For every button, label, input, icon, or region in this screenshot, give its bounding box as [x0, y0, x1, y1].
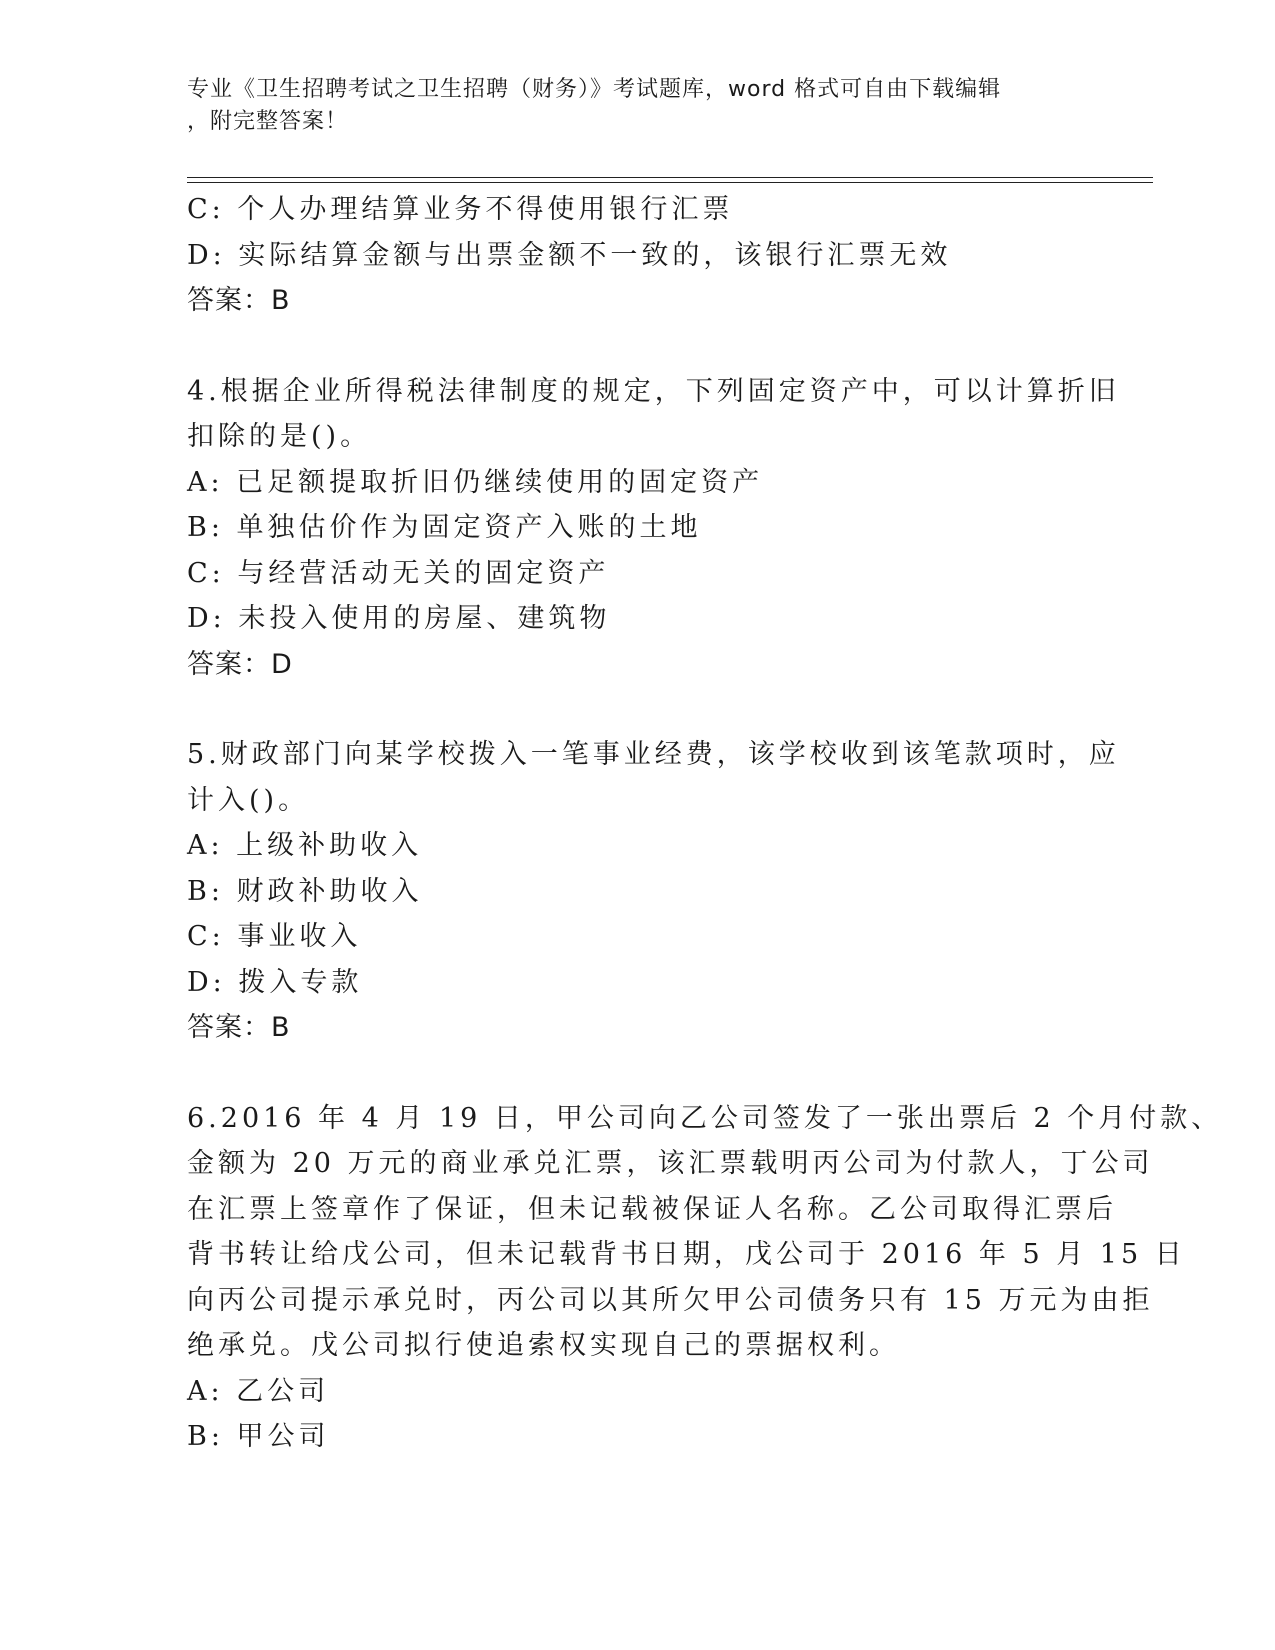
q3-option-c: C: 个人办理结算业务不得使用银行汇票 [187, 194, 734, 225]
q5-stem-line-2: 计入()。 [187, 784, 310, 816]
q4-option-c: C: 与经营活动无关的固定资产 [187, 557, 610, 589]
q3-answer: 答案：B [187, 285, 291, 316]
q6-stem-line-1: 6.2016 年 4 月 19 日，甲公司向乙公司签发了一张出票后 2 个月付款、 [187, 1102, 1223, 1134]
q6-stem-line-3: 在汇票上签章作了保证，但未记载被保证人名称。乙公司取得汇票后 [187, 1193, 1117, 1225]
q5-option-c: C: 事业收入 [187, 921, 362, 952]
q4-option-b: B: 单独估价作为固定资产入账的土地 [187, 512, 702, 543]
q5-stem-line-1: 5.财政部门向某学校拨入一笔事业经费，该学校收到该笔款项时，应 [187, 739, 1120, 770]
q6-stem-line-2: 金额为 20 万元的商业承兑汇票，该汇票载明丙公司为付款人，丁公司 [187, 1148, 1154, 1179]
q3-option-d: D: 实际结算金额与出票金额不一致的，该银行汇票无效 [187, 239, 952, 271]
question-4 [187, 369, 1120, 688]
q5-option-d: D: 拨入专款 [187, 966, 363, 998]
q5-option-b: B: 财政补助收入 [187, 875, 423, 907]
header-divider [187, 177, 1153, 183]
question-5 [187, 732, 1120, 1051]
question-3-tail [187, 187, 1087, 324]
q4-stem-line-2: 扣除的是()。 [187, 421, 372, 452]
q4-option-d: D: 未投入使用的房屋、建筑物 [187, 603, 611, 634]
q6-stem-line-6: 绝承兑。戊公司拟行使追索权实现自己的票据权利。 [187, 1330, 900, 1361]
header-line-2: ，附完整答案！ [187, 109, 349, 134]
q4-answer: 答案：D [187, 648, 293, 680]
q4-option-a: A: 已足额提取折旧仍继续使用的固定资产 [187, 466, 764, 498]
q4-stem-line-1: 4.根据企业所得税法律制度的规定，下列固定资产中，可以计算折旧 [187, 375, 1120, 407]
q6-stem-line-5: 向丙公司提示承兑时，丙公司以其所欠甲公司债务只有 15 万元为由拒 [187, 1284, 1154, 1316]
question-content [187, 187, 1223, 1460]
question-6 [187, 1096, 1223, 1460]
q6-option-b: B: 甲公司 [187, 1421, 330, 1452]
q6-option-a: A: 乙公司 [187, 1375, 330, 1407]
q6-stem-line-4: 背书转让给戊公司，但未记载背书日期，戊公司于 2016 年 5 月 15 日 [187, 1239, 1186, 1270]
header-line-1: 专业《卫生招聘考试之卫生招聘（财务）》考试题库，word 格式可自由下载编辑 [187, 77, 1002, 102]
q5-answer: 答案：B [187, 1012, 291, 1043]
document-header [187, 74, 1067, 138]
q5-option-a: A: 上级补助收入 [187, 830, 423, 861]
